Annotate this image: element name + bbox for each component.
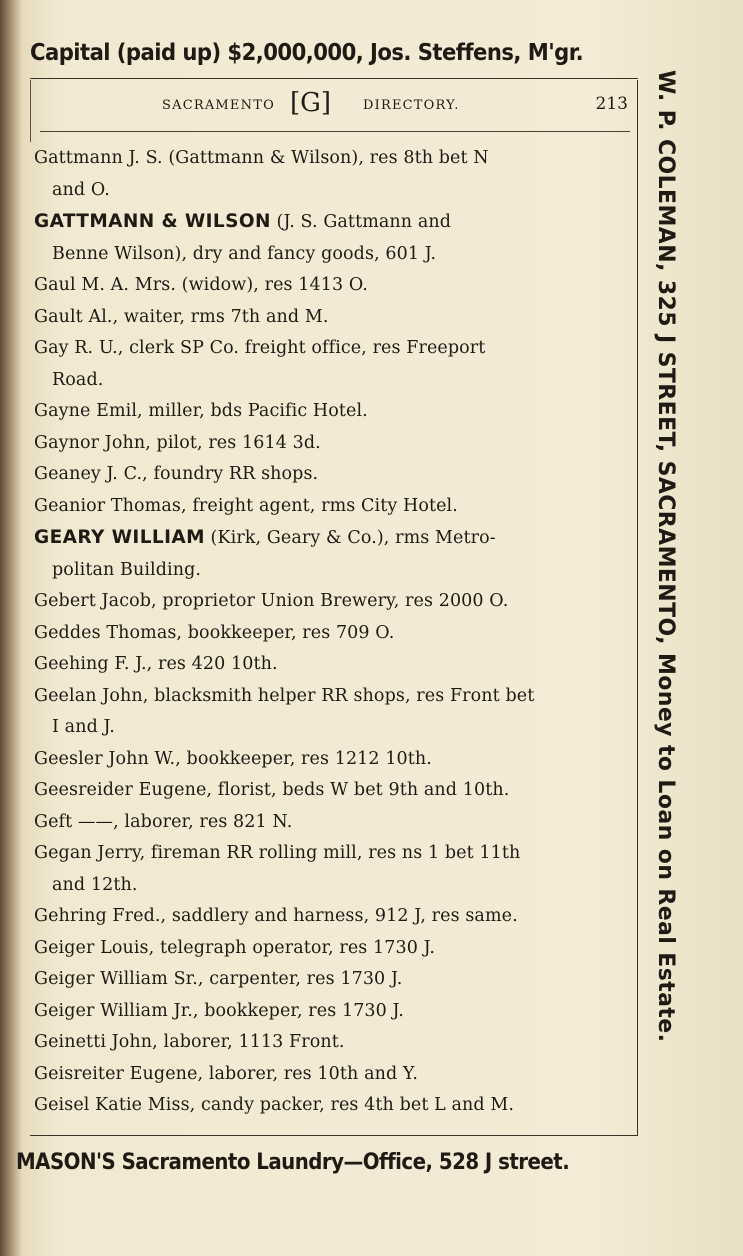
entry-line: Geehing F. J., res 420 10th.	[34, 654, 278, 674]
header-city: SACRAMENTO	[162, 98, 275, 113]
entry-line: Gay R. U., clerk SP Co. freight office, res Freeport	[34, 338, 486, 358]
entry-line-rest: (Kirk, Geary & Co.), rms Metro-	[204, 528, 496, 548]
directory-entry	[34, 618, 626, 650]
frame-top-rule	[30, 78, 638, 79]
entry-line: Geelan John, blacksmith helper RR shops, res Front bet	[34, 685, 535, 706]
directory-entry	[34, 838, 626, 901]
directory-entry	[34, 649, 626, 681]
entry-line: Geiger Louis, telegraph operator, res 1730 J.	[34, 937, 436, 958]
entry-line: Gaynor John, pilot, res 1614 3d.	[34, 432, 321, 453]
header-letter: [G]	[290, 88, 332, 118]
directory-entry	[34, 428, 626, 460]
entry-name: GATTMANN & WILSON	[34, 211, 271, 232]
directory-entry	[34, 964, 626, 996]
directory-entry	[34, 302, 626, 334]
entry-continuation: and O.	[52, 179, 110, 200]
entry-continuation: Road.	[52, 369, 104, 390]
directory-entries	[34, 143, 626, 1122]
entry-continuation: politan Building.	[52, 559, 202, 580]
directory-entry	[34, 459, 626, 491]
directory-entry	[34, 1090, 626, 1122]
entry-line: Geft ——, laborer, res 821 N.	[34, 811, 293, 832]
directory-entry	[34, 522, 626, 586]
bottom-advertisement: MASON'S Sacramento Laundry—Office, 528 J street.	[16, 1150, 570, 1175]
side-advertisement: W. P. COLEMAN, 325 J STREET, SACRAMENTO, Money to Loan on Real Estate.	[653, 70, 678, 1043]
directory-entry	[34, 933, 626, 965]
entry-line: Geaney J. C., foundry RR shops.	[34, 464, 319, 484]
directory-entry	[34, 586, 626, 618]
entry-line: Gault Al., waiter, rms 7th and M.	[34, 306, 329, 327]
directory-entry	[34, 396, 626, 428]
entry-line: Gattmann J. S. (Gattmann & Wilson), res 8th bet N	[34, 148, 489, 168]
entry-line: Gegan Jerry, fireman RR rolling mill, res ns 1 bet 11th	[34, 843, 521, 863]
directory-entry	[34, 996, 626, 1028]
entry-line: Gebert Jacob, proprietor Union Brewery, res 2000 O.	[34, 591, 509, 611]
entry-line: Geiger William Jr., bookkeper, res 1730 J.	[34, 1000, 404, 1021]
entry-continuation: and 12th.	[52, 874, 138, 895]
directory-entry	[34, 491, 626, 523]
directory-entry	[34, 333, 626, 396]
directory-entry	[34, 775, 626, 807]
entry-line: Gehring Fred., saddlery and harness, 912 J, res same.	[34, 906, 518, 926]
directory-entry	[34, 206, 626, 270]
header-directory: DIRECTORY.	[363, 98, 460, 113]
directory-entry	[34, 681, 626, 744]
entry-continuation: I and J.	[52, 717, 115, 737]
page-number: 213	[595, 94, 628, 114]
entry-line: Geanior Thomas, freight agent, rms City Hotel.	[34, 495, 458, 516]
entry-line: Gayne Emil, miller, bds Pacific Hotel.	[34, 401, 368, 421]
directory-entry	[34, 143, 626, 206]
header-rule	[40, 131, 630, 132]
entry-line	[34, 522, 626, 555]
entry-line: Geiger William Sr., carpenter, res 1730 J.	[34, 969, 403, 989]
directory-entry	[34, 270, 626, 302]
entry-line: Geddes Thomas, bookkeeper, res 709 O.	[34, 622, 395, 643]
entry-line: Gaul M. A. Mrs. (widow), res 1413 O.	[34, 275, 368, 295]
directory-entry	[34, 807, 626, 839]
directory-entry	[34, 744, 626, 776]
entry-line: Geisel Katie Miss, candy packer, res 4th bet L and M.	[34, 1095, 515, 1115]
entry-continuation: Benne Wilson), dry and fancy goods, 601 J.	[52, 243, 437, 264]
entry-line: Geesreider Eugene, florist, beds W bet 9th and 10th.	[34, 780, 510, 800]
directory-entry	[34, 1027, 626, 1059]
entry-line: Geinetti John, laborer, 1113 Front.	[34, 1032, 345, 1052]
entry-name: GEARY WILLIAM	[34, 527, 205, 548]
entry-line: Geesler John W., bookkeeper, res 1212 10th.	[34, 748, 432, 769]
directory-entry	[34, 901, 626, 933]
entry-line-rest: (J. S. Gattmann and	[270, 212, 452, 232]
directory-entry	[34, 1059, 626, 1091]
top-advertisement: Capital (paid up) $2,000,000, Jos. Steffens, M'gr.	[30, 40, 584, 66]
entry-line: Geisreiter Eugene, laborer, res 10th and Y.	[34, 1063, 418, 1084]
entry-line	[34, 206, 626, 239]
running-header	[30, 86, 630, 122]
